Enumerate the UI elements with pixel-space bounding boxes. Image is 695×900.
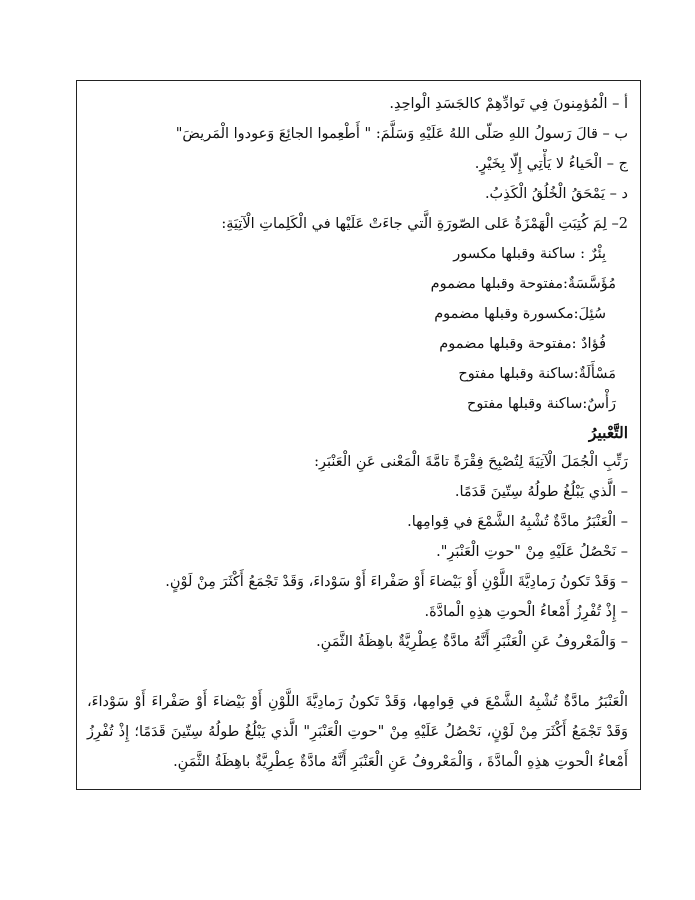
sentence-jim: ج – الْحَياءُ لا يَأْتِي إِلّا بِخَيْرٍ. bbox=[474, 156, 628, 172]
blank-gap bbox=[87, 657, 628, 687]
hamza-answer-6: رَأْسٌ:ساكنة وقبلها مفتوح bbox=[467, 396, 616, 412]
answer-paragraph: الْعَنْبَرُ مادَّةٌ تُشْبِهُ الشَّمْعَ في قِوامِها، وَقَدْ تَكونُ رَمادِيَّةَ اللَّوْنِ أَوْ بَيْضاءَ أَوْ صَفْراءَ أَوْ سَوْداءَ، وَقَدْ تَجْمَعُ أَكْثَرَ مِنْ لَوْنٍ، نَحْصُلُ عَلَيْهِ مِنْ "حوتِ الْعَنْبَرِ" الَّذي يَبْلُغُ طولُهُ سِتّينَ قَدَمًا؛ إِذْ تُفْرِزُ أَمْعاءُ الْحوتِ هذِهِ الْمادَّةَ ، وَالْمَعْروفُ عَنِ الْعَنْبَرِ أَنَّهُ مادَّةٌ عِطْرِيَّةٌ باهِظَةُ الثَّمَنِ. bbox=[87, 694, 628, 770]
expression-section bbox=[87, 419, 628, 777]
sentence-ba: ب – قالَ رَسولُ اللهِ صَلّى اللهُ عَلَيْهِ وَسَلَّمَ: " أَطْعِموا الجائِعَ وَعودوا الْمَريضَ" bbox=[175, 126, 628, 142]
document-frame bbox=[76, 80, 641, 790]
hamza-question: 2– لِمَ كُتِبَتِ الْهَمْزَةُ عَلى الصّورَةِ الَّتي جاءَتْ عَلَيْها في الْكَلِماتِ الْآتِيَةِ: bbox=[221, 216, 628, 232]
hamza-answer-4: فُؤادٌ :مفتوحة وقبلها مضموم bbox=[439, 336, 606, 352]
section-a bbox=[87, 89, 628, 209]
expression-sentence-2: – الْعَنْبَرُ مادَّةٌ تُشْبِهُ الشَّمْعَ في قِوامِها. bbox=[407, 514, 628, 530]
expression-sentence-6: – وَالْمَعْروفُ عَنِ الْعَنْبَرِ أَنَّهُ مادَّةٌ عِطْرِيَّةٌ باهِظَةُ الثَّمَنِ. bbox=[316, 634, 628, 650]
sentence-alef: أ – الْمُؤمِنونَ فِي تَوادِّهِمْ كالجَسَدِ الْواحِدِ. bbox=[389, 96, 628, 112]
expression-sentence-1: – الَّذي يَبْلُغُ طولُهُ سِتّينَ قَدَمًا. bbox=[454, 484, 628, 500]
expression-sentence-5: – إِذْ تُفْرِزُ أَمْعاءُ الْحوتِ هذِهِ الْمادَّةَ. bbox=[424, 604, 628, 620]
hamza-answer-5: مَسْأَلَةٌ:ساكنة وقبلها مفتوح bbox=[458, 366, 616, 382]
section-2-hamza bbox=[87, 209, 628, 419]
expression-sentence-3: – نَحْصُلُ عَلَيْهِ مِنْ "حوتِ الْعَنْبَرِ". bbox=[436, 544, 628, 560]
expression-title: التَّعْبيرُ bbox=[588, 423, 628, 442]
hamza-answer-3: سُئِلَ:مكسورة وقبلها مضموم bbox=[434, 306, 606, 322]
hamza-answer-1: بِئْرٌ : ساكنة وقبلها مكسور bbox=[453, 246, 606, 262]
sentence-dal: د – يَمْحَقُ الْخُلُقُ الْكَذِبُ. bbox=[484, 186, 628, 202]
expression-instruction: رَتِّبِ الْجُمَلَ الْآتِيَةَ لِتُصْبِحَ فِقْرَةً تامَّةَ الْمَعْنى عَنِ الْعَنْبَرِ: bbox=[314, 454, 628, 470]
expression-sentence-4: – وَقَدْ تَكونُ رَمادِيَّةَ اللَّوْنِ أَوْ بَيْضاءَ أَوْ صَفْراءَ أَوْ سَوْداءَ، وَقَدْ تَجْمَعُ أَكْثَرَ مِنْ لَوْنٍ. bbox=[165, 574, 628, 590]
hamza-answer-2: مُؤَسَّسَةٌ:مفتوحة وقبلها مضموم bbox=[430, 276, 616, 292]
